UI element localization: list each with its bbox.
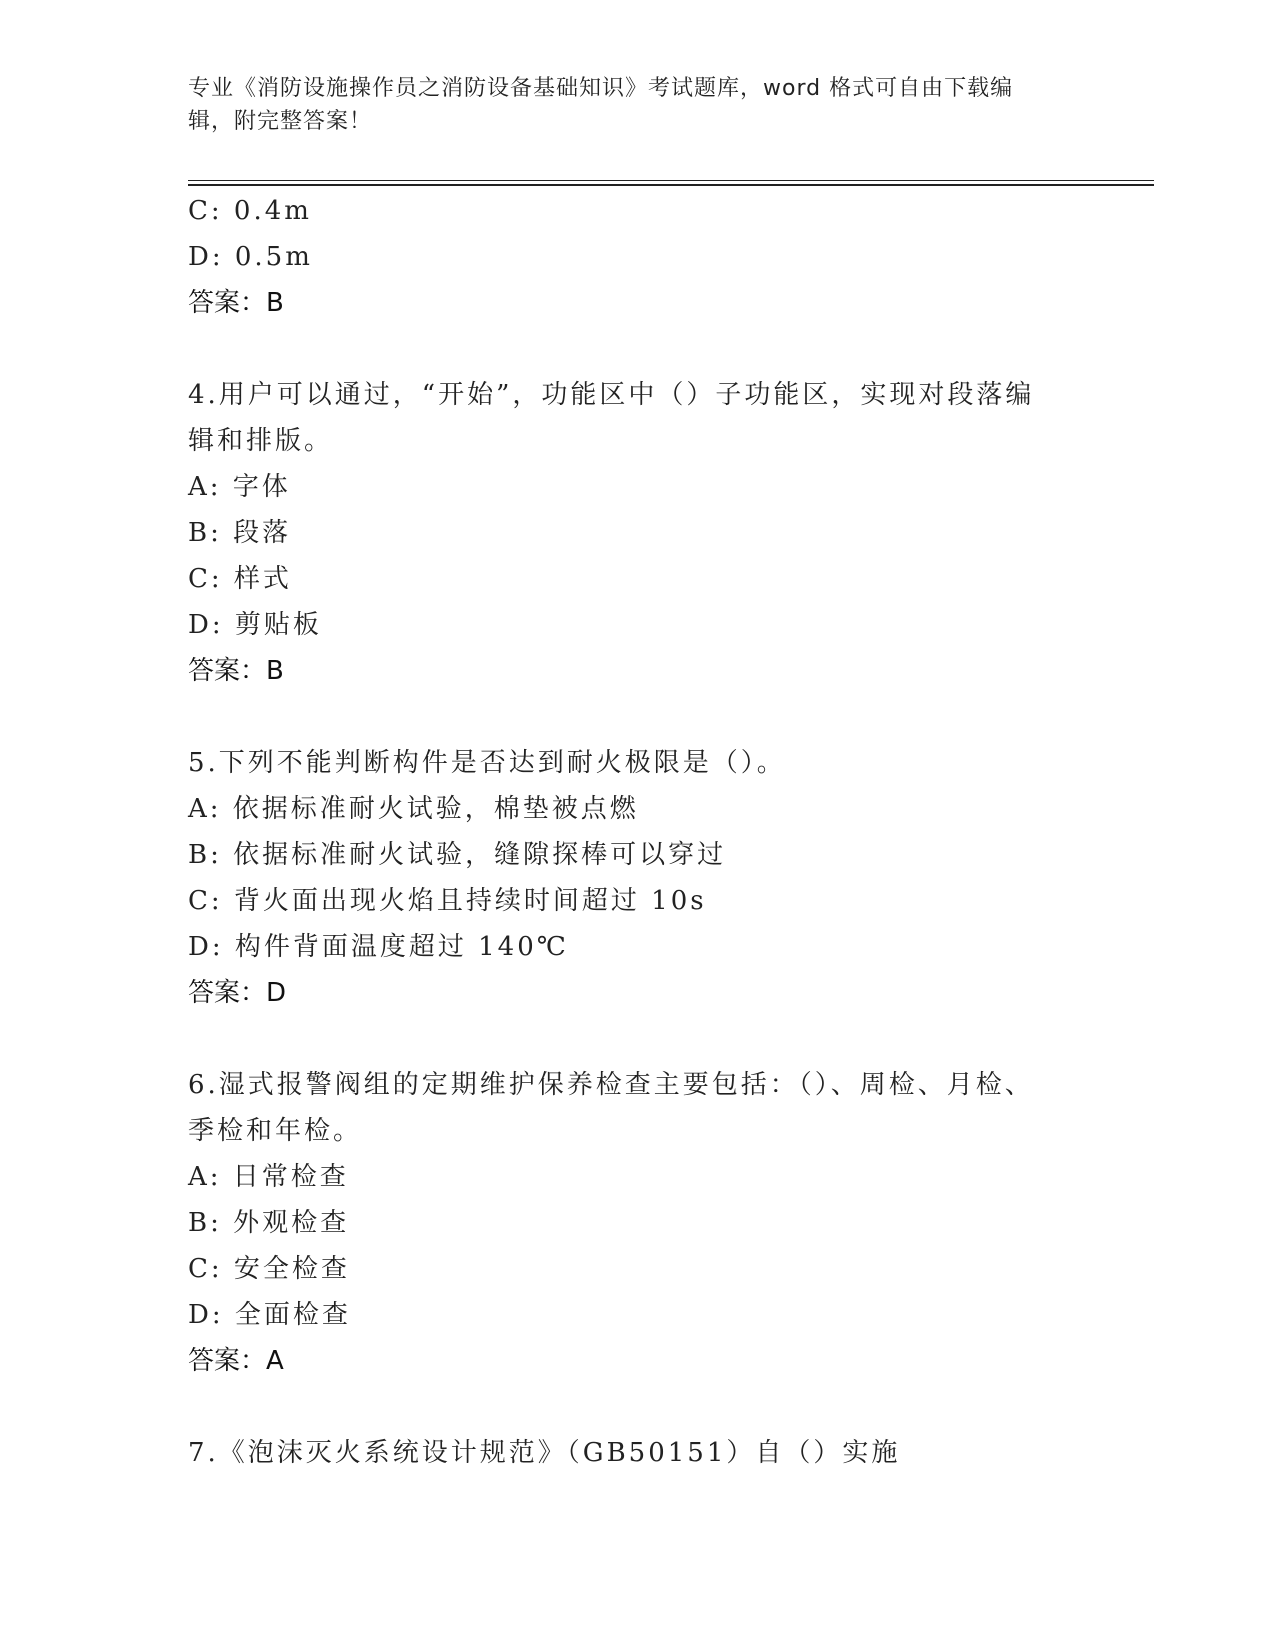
- header-divider-thick: [188, 184, 1154, 186]
- question-stem-line-1: 4.用户可以通过，“开始”，功能区中（）子功能区，实现对段落编: [188, 380, 1035, 410]
- option-a: A: 日常检查: [188, 1162, 349, 1192]
- spacer: [188, 326, 1088, 372]
- question-6: [188, 1062, 1088, 1384]
- question-7: [188, 1430, 1088, 1476]
- answer-label: 答案：B: [188, 656, 284, 686]
- option-c: C: 0.4m: [188, 196, 312, 226]
- option-a: A: 字体: [188, 472, 291, 502]
- question-3-tail: [188, 188, 1088, 326]
- option-d: D: 全面检查: [188, 1300, 351, 1330]
- question-stem-line-1: 6.湿式报警阀组的定期维护保养检查主要包括：（）、周检、月检、: [188, 1070, 1034, 1100]
- question-stem-line-2: 辑和排版。: [188, 426, 334, 456]
- option-c: C: 样式: [188, 564, 292, 594]
- answer-label: 答案：D: [188, 978, 287, 1008]
- option-d: D: 剪贴板: [188, 610, 322, 640]
- header-line-1: 专业《消防设施操作员之消防设备基础知识》考试题库，word 格式可自由下载编: [188, 76, 1014, 101]
- option-b: B: 段落: [188, 518, 292, 548]
- answer-label: 答案：A: [188, 1346, 284, 1376]
- question-stem-line-1: 5.下列不能判断构件是否达到耐火极限是（）。: [188, 748, 786, 778]
- header-divider-thin: [188, 180, 1154, 181]
- spacer: [188, 694, 1088, 740]
- option-c: C: 安全检查: [188, 1254, 350, 1284]
- question-5: [188, 740, 1088, 1016]
- question-stem-line-1: 7.《泡沫灭火系统设计规范》（GB50151）自（）实施: [188, 1438, 901, 1468]
- document-header: [188, 72, 1068, 138]
- spacer: [188, 1384, 1088, 1430]
- question-4: [188, 372, 1088, 694]
- option-b: B: 依据标准耐火试验，缝隙探棒可以穿过: [188, 840, 727, 870]
- option-c: C: 背火面出现火焰且持续时间超过 10s: [188, 886, 707, 916]
- question-stem-line-2: 季检和年检。: [188, 1116, 363, 1146]
- question-list: [188, 188, 1088, 1476]
- answer-label: 答案：B: [188, 288, 284, 318]
- option-d: D: 构件背面温度超过 140℃: [188, 932, 569, 962]
- option-d: D: 0.5m: [188, 242, 313, 272]
- option-b: B: 外观检查: [188, 1208, 350, 1238]
- option-a: A: 依据标准耐火试验，棉垫被点燃: [188, 794, 639, 824]
- header-line-2: 辑，附完整答案！: [188, 109, 373, 134]
- spacer: [188, 1016, 1088, 1062]
